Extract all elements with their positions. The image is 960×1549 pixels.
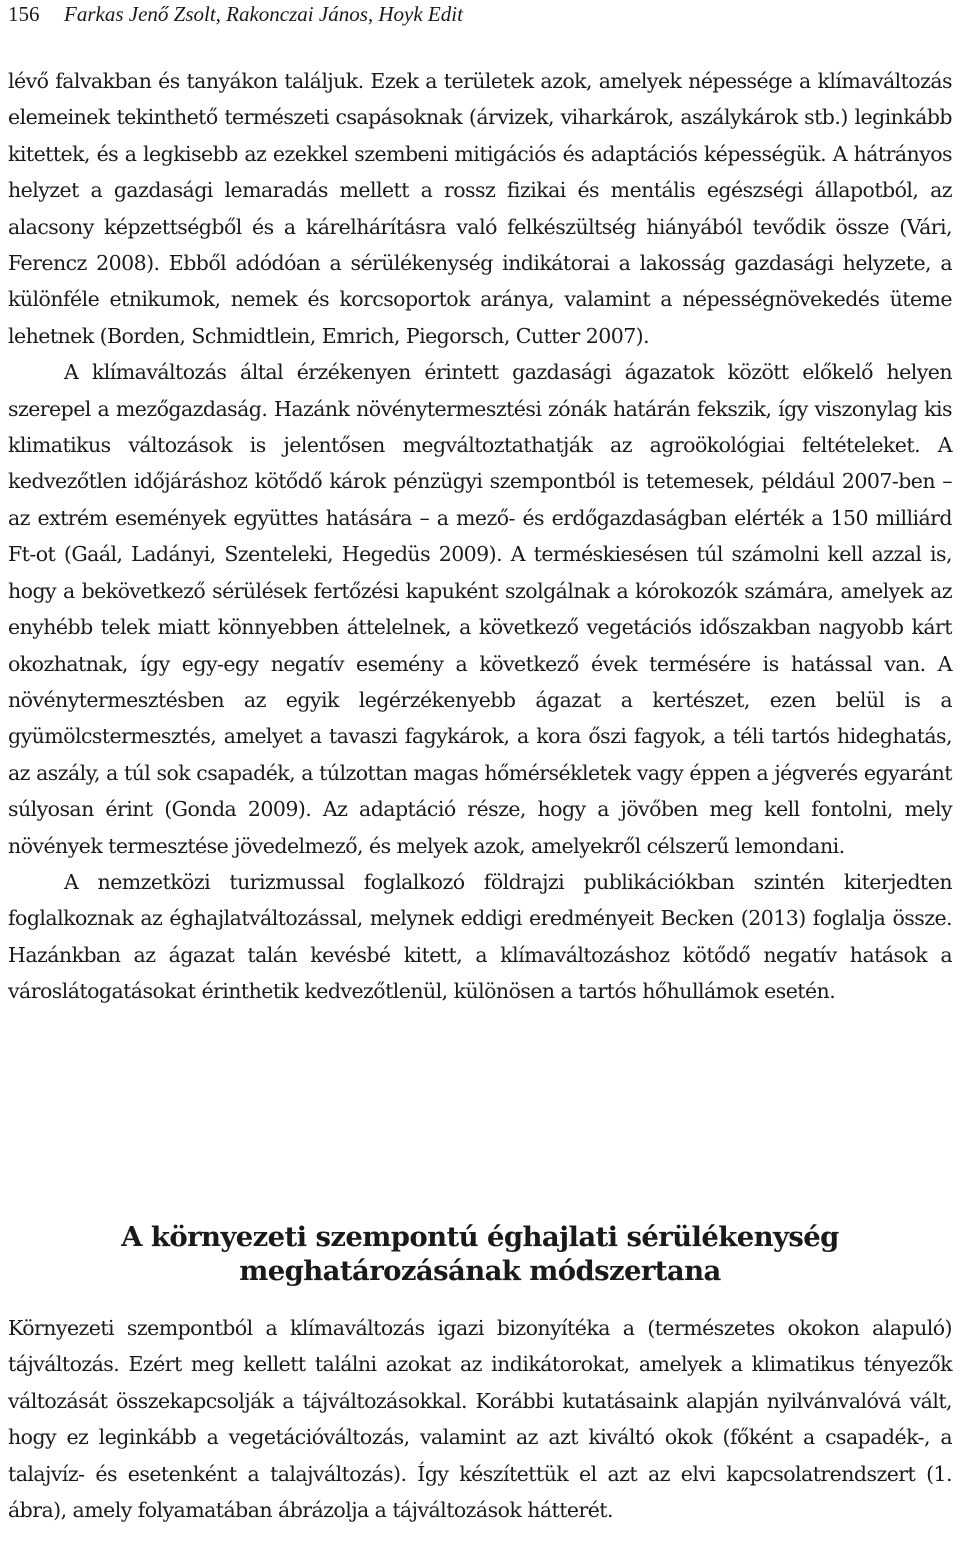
running-head-authors: Farkas Jenő Zsolt, Rakonczai János, Hoyk Edit (64, 2, 463, 26)
section-heading-line: meghatározásának módszertana (239, 1254, 721, 1287)
paragraph: A nemzetközi turizmussal foglalkozó földrajzi publikációkban szintén kiterjedten foglalkoznak az éghajlatváltozással, melynek eddigi eredményeit Becken (2013) foglalja össze. Hazánkban az ágazat talán kevésbé kitett, a klímaváltozáshoz kötődő negatív hatások a városlátogatásokat érinthetik kedvezőtlenül, különösen a tartós hőhullámok esetén. (8, 869, 952, 1004)
body-text-before-section (8, 63, 952, 1010)
paragraph: lévő falvakban és tanyákon találjuk. Ezek a területek azok, amelyek népessége a klímaváltozás elemeinek tekinthető természeti csapásoknak (árvizek, viharkárok, aszálykárok stb.) leginkább kitettek, és a legkisebb az ezekkel szembeni mitigációs és adaptációs képességük. A hátrányos helyzet a gazdasági lemaradás mellett a rossz fizikai és mentális egészségi állapotból, az alacsony képzettségből és a kárelhárításra való felkészültség hiányából tevődik össze (Vári, Ferencz 2008). Ebből adódóan a sérülékenység indikátorai a lakosság gazdasági helyzete, a különféle etnikumok, nemek és korcsoportok aránya, valamint a népességnövekedés üteme lehetnek (Borden, Schmidtlein, Emrich, Piegorsch, Cutter 2007). (8, 69, 952, 348)
paragraph: Környezeti szempontból a klímaváltozás igazi bizonyítéka a (természetes okokon alapuló) tájváltozás. Ezért meg kellett találni azokat az indikátorokat, amelyek a klimatikus tényezők változását összekapcsolják a tájváltozásokkal. Korábbi kutatásaink alapján nyilvánvalóvá vált, hogy ez leginkább a vegetációváltozás, valamint az azt kiváltó okok (főként a csapadék-, a talajvíz- és esetenként a talajváltozás). Így készítettük el azt az elvi kapcsolatrendszert (1. ábra), amely folyamatában ábrázolja a tájváltozások hátterét. (8, 1316, 952, 1523)
section-heading (8, 1220, 952, 1288)
paragraph: A klímaváltozás által érzékenyen érintett gazdasági ágazatok között előkelő helyen szerepel a mezőgazdaság. Hazánk növénytermesztési zónák határán fekszik, így viszonylag kis klimatikus változások is jelentősen megváltoztathatják az agroökológiai feltételeket. A kedvezőtlen időjáráshoz kötődő károk pénzügyi szempontból is tetemesek, például 2007-ben – az extrém események együttes hatására – a mező- és erdőgazdaságban elérték a 150 milliárd Ft-ot (Gaál, Ladányi, Szenteleki, Hegedüs 2009). A terméskiesésen túl számolni kell azzal is, hogy a bekövetkező sérülések fertőzési kapuként szolgálnak a kórokozók számára, amelyek az enyhébb telek miatt könnyebben áttelelnek, a következő vegetációs időszakban nagyobb kárt okozhatnak, így egy-egy negatív esemény a következő évek termésére is hatással van. A növénytermesztésben az egyik legérzékenyebb ágazat a kertészet, ezen belül is a gyümölcstermesztés, amelyet a tavaszi fagykárok, a kora őszi fagyok, a téli tartós hideghatás, az aszály, a túl sok csapadék, a túlzottan magas hőmérsékletek vagy éppen a jégverés egyaránt súlyosan érint (Gonda 2009). Az adaptáció része, hogy a jövőben meg kell fontolni, mely növények termesztése jövedelmező, és melyek azok, amelyekről célszerű lemondani. (8, 360, 952, 858)
running-head (8, 2, 463, 26)
page-number: 156 (8, 2, 40, 26)
section-heading-line: A környezeti szempontú éghajlati sérülékenység (121, 1220, 839, 1253)
body-text-after-section (8, 1310, 952, 1528)
